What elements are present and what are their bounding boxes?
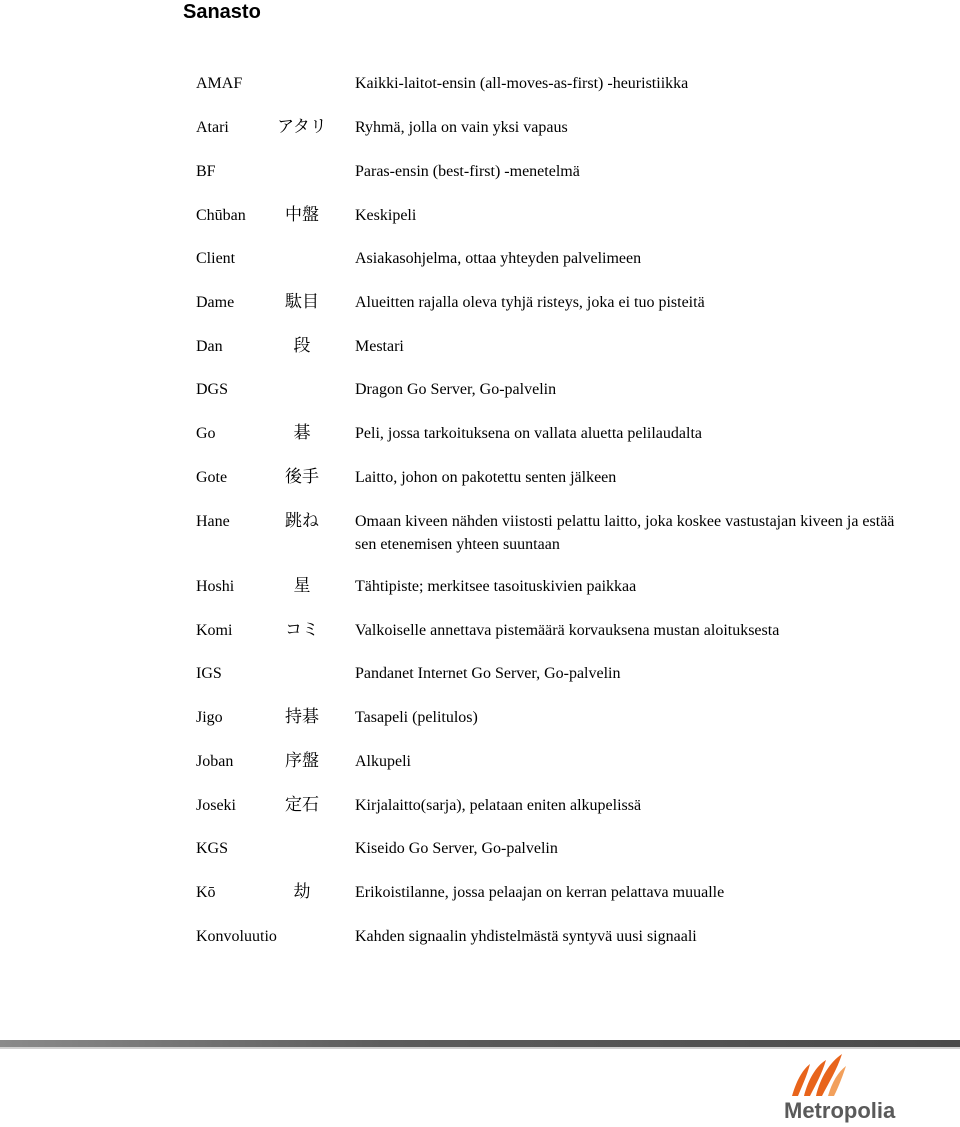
glossary-kanji: 段 — [293, 336, 311, 356]
glossary-definition: Ryhmä, jolla on vain yksi vapaus — [355, 119, 568, 136]
glossary-kanji: 跳ね — [285, 511, 319, 531]
glossary-term: Atari — [196, 119, 229, 136]
glossary-definition: Peli, jossa tarkoituksena on vallata aluetta pelilaudalta — [355, 425, 702, 442]
glossary-term: Komi — [196, 622, 233, 639]
glossary-definition: Tähtipiste; merkitsee tasoituskivien paikkaa — [355, 578, 637, 595]
glossary-term: Joseki — [196, 797, 236, 814]
glossary-definition: Alueitten rajalla oleva tyhjä risteys, joka ei tuo pisteitä — [355, 294, 705, 311]
glossary-definition: Kiseido Go Server, Go-palvelin — [355, 840, 558, 857]
glossary-term: Go — [196, 425, 216, 442]
glossary-kanji: アタリ — [277, 117, 327, 137]
glossary-term: Konvoluutio — [196, 928, 277, 945]
glossary-kanji: 碁 — [293, 423, 311, 443]
glossary-term: Hoshi — [196, 578, 235, 595]
footer-divider — [0, 1040, 960, 1047]
glossary-definition: Paras-ensin (best-first) -menetelmä — [355, 163, 580, 180]
glossary-kanji: 劫 — [293, 882, 311, 902]
glossary-kanji: 序盤 — [285, 751, 319, 771]
footer-divider-light — [0, 1047, 960, 1049]
glossary-definition: Keskipeli — [355, 207, 417, 224]
glossary-term: IGS — [196, 665, 222, 682]
glossary-definition: Laitto, johon on pakotettu senten jälkeen — [355, 469, 617, 486]
glossary-term: KGS — [196, 840, 229, 857]
glossary-definition: Kaikki-laitot-ensin (all-moves-as-first) -heuristiikka — [355, 75, 689, 92]
metropolia-flame-icon — [792, 1054, 846, 1096]
glossary-definition: Kirjalaitto(sarja), pelataan eniten alkupelissä — [355, 797, 642, 814]
glossary-term: Dame — [196, 294, 235, 311]
glossary-kanji: コミ — [285, 620, 319, 640]
page-title: Sanasto — [183, 1, 261, 23]
glossary-definition: Alkupeli — [355, 753, 411, 770]
glossary-definition: Erikoistilanne, jossa pelaajan on kerran pelattava muualle — [355, 884, 725, 901]
glossary-definition: Tasapeli (pelitulos) — [355, 709, 478, 726]
glossary-term: Client — [196, 250, 236, 267]
glossary-term: Dan — [196, 338, 223, 355]
glossary-term: DGS — [196, 381, 229, 398]
glossary-definition: Mestari — [355, 338, 404, 355]
glossary-term: Chūban — [196, 207, 246, 224]
glossary-kanji: 星 — [293, 576, 311, 596]
glossary-definition: Dragon Go Server, Go-palvelin — [355, 381, 557, 398]
glossary-definition: Asiakasohjelma, ottaa yhteyden palvelimeen — [355, 250, 642, 267]
glossary-kanji: 駄目 — [285, 292, 319, 312]
glossary-term: Gote — [196, 469, 228, 486]
glossary-term: Kō — [196, 884, 216, 901]
glossary-term: Joban — [196, 753, 234, 770]
glossary-term: Jigo — [196, 709, 223, 726]
glossary-term: Hane — [196, 513, 230, 530]
glossary-kanji: 中盤 — [285, 205, 319, 225]
glossary-definition: Valkoiselle annettava pistemäärä korvauksena mustan aloituksesta — [355, 622, 780, 639]
glossary-definition: Kahden signaalin yhdistelmästä syntyvä uusi signaali — [355, 928, 697, 945]
glossary-kanji: 持碁 — [285, 707, 319, 727]
glossary-definition: Omaan kiveen nähden viistosti pelattu laitto, joka koskee vastustajan kiveen ja estää sen etenemisen yhteen suuntaan — [355, 513, 895, 553]
logo-text: Metropolia — [784, 1098, 896, 1123]
glossary-kanji: 定石 — [285, 795, 319, 815]
glossary-kanji: 後手 — [285, 467, 319, 487]
glossary-term: AMAF — [196, 75, 243, 92]
glossary-definition: Pandanet Internet Go Server, Go-palvelin — [355, 665, 621, 682]
metropolia-logo — [780, 1052, 930, 1124]
glossary-term: BF — [196, 163, 216, 180]
